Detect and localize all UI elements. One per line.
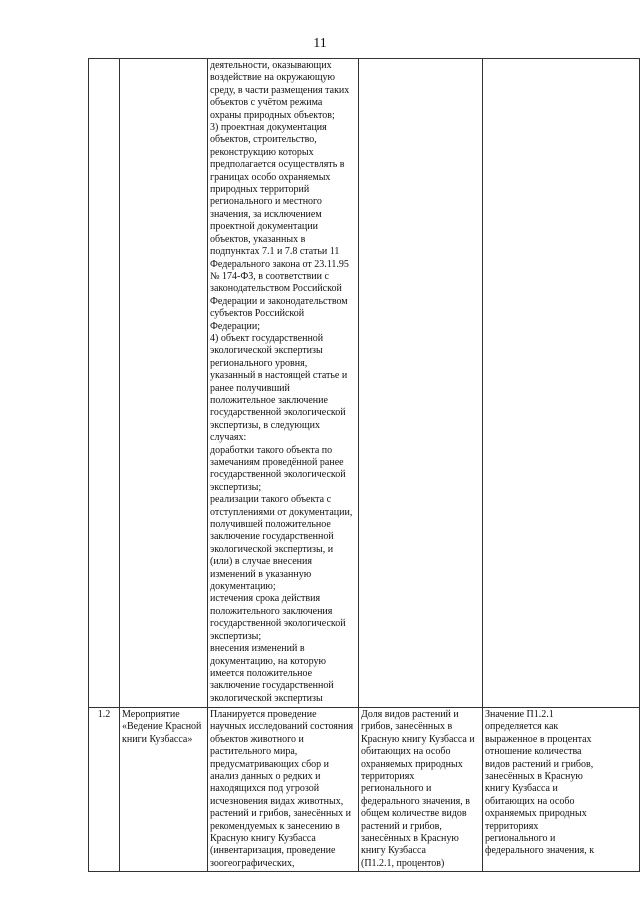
text-line: субъектов Российской (210, 308, 305, 320)
text-line: территориях (361, 771, 415, 783)
text-line: растительного мира, (210, 746, 298, 758)
text-line: Мероприятие (122, 709, 180, 720)
text-line: ранее получивший (210, 382, 290, 394)
text-line: подпунктах 7.1 и 7.8 статьи 11 (210, 246, 340, 258)
text-line: государственной экологической (210, 469, 346, 481)
cell-description (208, 708, 359, 872)
text-line: анализ данных о редких и (210, 771, 321, 783)
text-line: положительного заключения (210, 605, 333, 617)
text-line: экологической экспертизы, и (210, 543, 334, 555)
text-line: грибов, занесённых в (361, 721, 453, 733)
text-line: растений и грибов, (361, 820, 442, 832)
table-row (89, 59, 640, 708)
text-line: обитающих на особо (485, 795, 575, 807)
text-line: доработки такого объекта по (210, 444, 333, 456)
text-line: объектов с учётом режима (210, 97, 323, 109)
text-line: предусматривающих сбор и (210, 758, 330, 770)
text-line: государственной экологической (210, 618, 346, 630)
text-line: границах особо охраняемых (210, 171, 331, 183)
text-line: деятельности, оказывающих (210, 60, 332, 71)
text-line: указанный в настоящей статье и (210, 370, 348, 382)
text-line: научных исследований состояния (210, 721, 354, 733)
text-line: положительное заключение (210, 394, 328, 406)
cell-description (208, 59, 359, 708)
text-line: воздействие на окружающую (210, 72, 335, 84)
text-line: регионального уровня, (210, 357, 308, 369)
text-line: изменений в указанную (210, 568, 312, 580)
text-line: объектов, строительство, (210, 134, 317, 146)
text-line: занесённых в Красную (485, 771, 583, 783)
cell-calculation (483, 708, 640, 872)
text-line: регионального и местного (210, 196, 322, 208)
text-line: Красную книгу Кузбасса (210, 833, 316, 845)
text-line: 3) проектная документация (210, 122, 327, 134)
cell-number (89, 59, 120, 708)
text-line: имеется положительное (210, 667, 313, 679)
text-line: «Ведение Красной (122, 721, 202, 733)
cell-name (120, 59, 208, 708)
text-line: книгу Кузбасса (361, 845, 426, 857)
page-number: 11 (313, 36, 327, 51)
cell-indicator (359, 708, 483, 872)
text-line: книгу Кузбасса и (485, 783, 558, 795)
text-line: книги Кузбасса» (122, 733, 193, 745)
text-line: реализации такого объекта с (210, 494, 332, 506)
text-line: охраняемых природных (485, 808, 587, 820)
cell-number: 1.2 (89, 708, 120, 872)
text-line: отношение количества (485, 746, 582, 758)
text-line: регионального и (485, 833, 556, 845)
text-line: объектов животного и (210, 733, 304, 745)
text-line: экологической экспертизы (210, 345, 323, 357)
text-line: № 174-ФЗ, в соответствии с (210, 270, 329, 282)
text-line: Федерации и законодательством (210, 295, 348, 307)
text-line: Федерации; (210, 320, 261, 332)
text-line: значения, за исключением (210, 208, 322, 220)
text-line: регионального и (361, 783, 432, 795)
text-line: предполагается осуществлять в (210, 159, 345, 171)
text-line: общем количестве видов (361, 808, 467, 820)
text-line: документацию, на которую (210, 655, 326, 667)
text-line: определяется как (485, 721, 559, 733)
text-line: занесённых в Красную (361, 833, 459, 845)
text-line: растений и грибов, занесённых и (210, 808, 351, 820)
text-line: Красную книгу Кузбасса и (361, 733, 475, 745)
text-line: (П1.2.1, процентов) (361, 857, 445, 869)
text-line: среду, в части размещения таких (210, 84, 350, 96)
text-line: выраженное в процентах (485, 733, 592, 745)
text-line: исчезновения видах животных, (210, 795, 344, 807)
text-line: замечаниям проведённой ранее (210, 457, 344, 468)
cell-name (120, 708, 208, 872)
text-line: находящихся под угрозой (210, 783, 320, 795)
text-line: обитающих на особо (361, 746, 451, 758)
cell-indicator (359, 59, 483, 708)
text-line: (или) в случае внесения (210, 556, 312, 568)
measures-table (88, 58, 640, 872)
text-line: объектов, указанных в (210, 233, 306, 245)
text-line: заключение государственной (210, 680, 334, 692)
text-line: экологической экспертизы (210, 692, 323, 704)
text-line: Федерального закона от 23.11.95 (210, 258, 349, 270)
text-line: видов растений и грибов, (485, 758, 594, 770)
table-row (89, 708, 640, 872)
text-line: истечения срока действия (210, 593, 321, 605)
text-line: государственной экологической (210, 407, 346, 419)
text-line: случаях: (210, 432, 247, 444)
text-line: внесения изменений в (210, 643, 305, 655)
text-line: проектной документации (210, 221, 318, 233)
text-line: реконструкцию которых (210, 146, 314, 158)
cell-calculation (483, 59, 640, 708)
text-line: экспертизы; (210, 481, 262, 493)
text-line: получившей положительное (210, 519, 331, 531)
text-line: Значение П1.2.1 (485, 709, 554, 720)
text-line: заключение государственной (210, 531, 334, 543)
text-line: зоогеографических, (210, 857, 295, 869)
text-line: Доля видов растений и (361, 709, 459, 720)
text-line: федерального значения, в (361, 795, 470, 807)
text-line: документацию; (210, 581, 276, 593)
text-line: отступлениями от документации, (210, 506, 353, 518)
text-line: федерального значения, к (485, 845, 595, 857)
text-line: (инвентаризация, проведение (210, 845, 336, 857)
text-line: охраны природных объектов; (210, 109, 335, 121)
text-line: Планируется проведение (210, 709, 317, 720)
text-line: природных территорий (210, 184, 310, 196)
text-line: рекомендуемых к занесению в (210, 820, 340, 832)
text-line: экспертизы; (210, 630, 262, 642)
text-line: территориях (485, 820, 539, 832)
text-line: 4) объект государственной (210, 332, 324, 344)
text-line: законодательством Российской (210, 283, 342, 295)
text-line: охраняемых природных (361, 758, 463, 770)
text-line: экспертизы, в следующих (210, 419, 320, 431)
